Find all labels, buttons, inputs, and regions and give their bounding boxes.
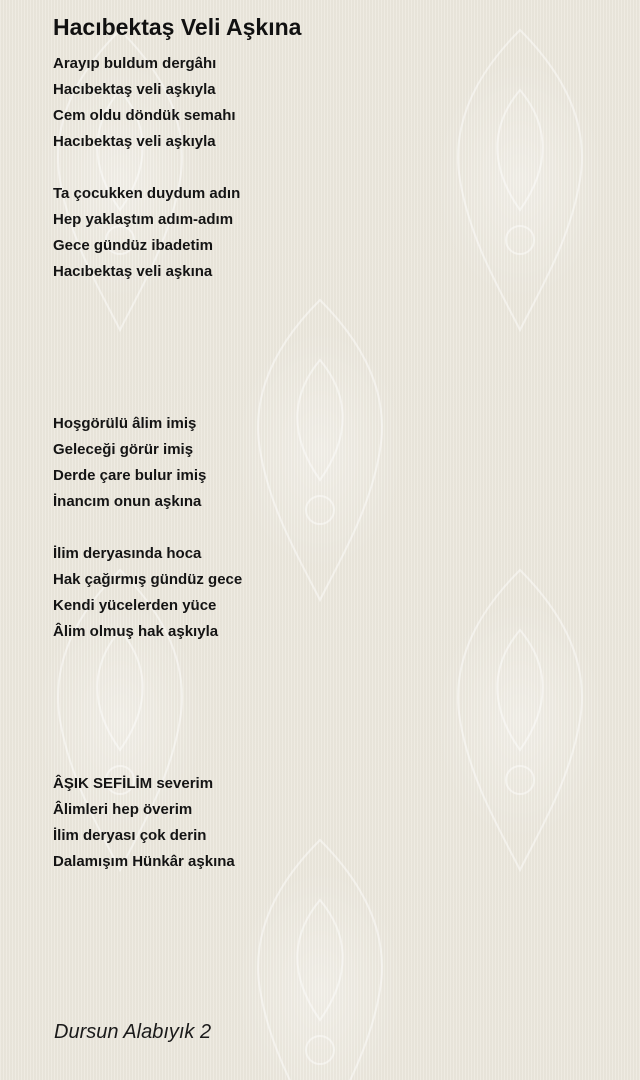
poem-line: Cem oldu döndük semahı <box>53 107 236 124</box>
stanza-1 <box>53 51 236 155</box>
author-signature: Dursun Alabıyık 2 <box>54 1021 212 1043</box>
poem-line: Hep yaklaştım adım-adım <box>53 211 234 228</box>
poem-line: ÂŞIK SEFİLİM severim <box>53 775 214 792</box>
poem-line: Gece gündüz ibadetim <box>53 237 214 254</box>
poem-title: Hacıbektaş Veli Aşkına <box>53 14 302 40</box>
stanza-3 <box>53 411 206 515</box>
poem-line: Ta çocukken duydum adın <box>53 185 241 202</box>
poem-line: Hak çağırmış gündüz gece <box>53 571 243 588</box>
poem-line: Âlimleri hep överim <box>53 801 193 818</box>
poem-line: İlim deryasında hoca <box>53 545 202 562</box>
stanza-4 <box>53 541 242 645</box>
poem-line: İnancım onun aşkına <box>53 493 202 510</box>
poem-line: Dalamışım Hünkâr aşkına <box>53 853 235 870</box>
stanza-5 <box>53 771 235 875</box>
poem-line: Geleceği görür imiş <box>53 441 194 458</box>
poem-line: Arayıp buldum dergâhı <box>53 55 217 72</box>
poem-line: Hacıbektaş veli aşkıyla <box>53 133 216 150</box>
poem-line: Hacıbektaş veli aşkına <box>53 263 213 280</box>
poem-line: Derde çare bulur imiş <box>53 467 207 484</box>
poem-line: Hacıbektaş veli aşkıyla <box>53 81 216 98</box>
stanza-2 <box>53 181 240 285</box>
poem-line: Hoşgörülü âlim imiş <box>53 415 197 432</box>
poem-line: Âlim olmuş hak aşkıyla <box>53 623 219 640</box>
poem-line: İlim deryası çok derin <box>53 827 207 844</box>
poem-line: Kendi yücelerden yüce <box>53 597 217 614</box>
